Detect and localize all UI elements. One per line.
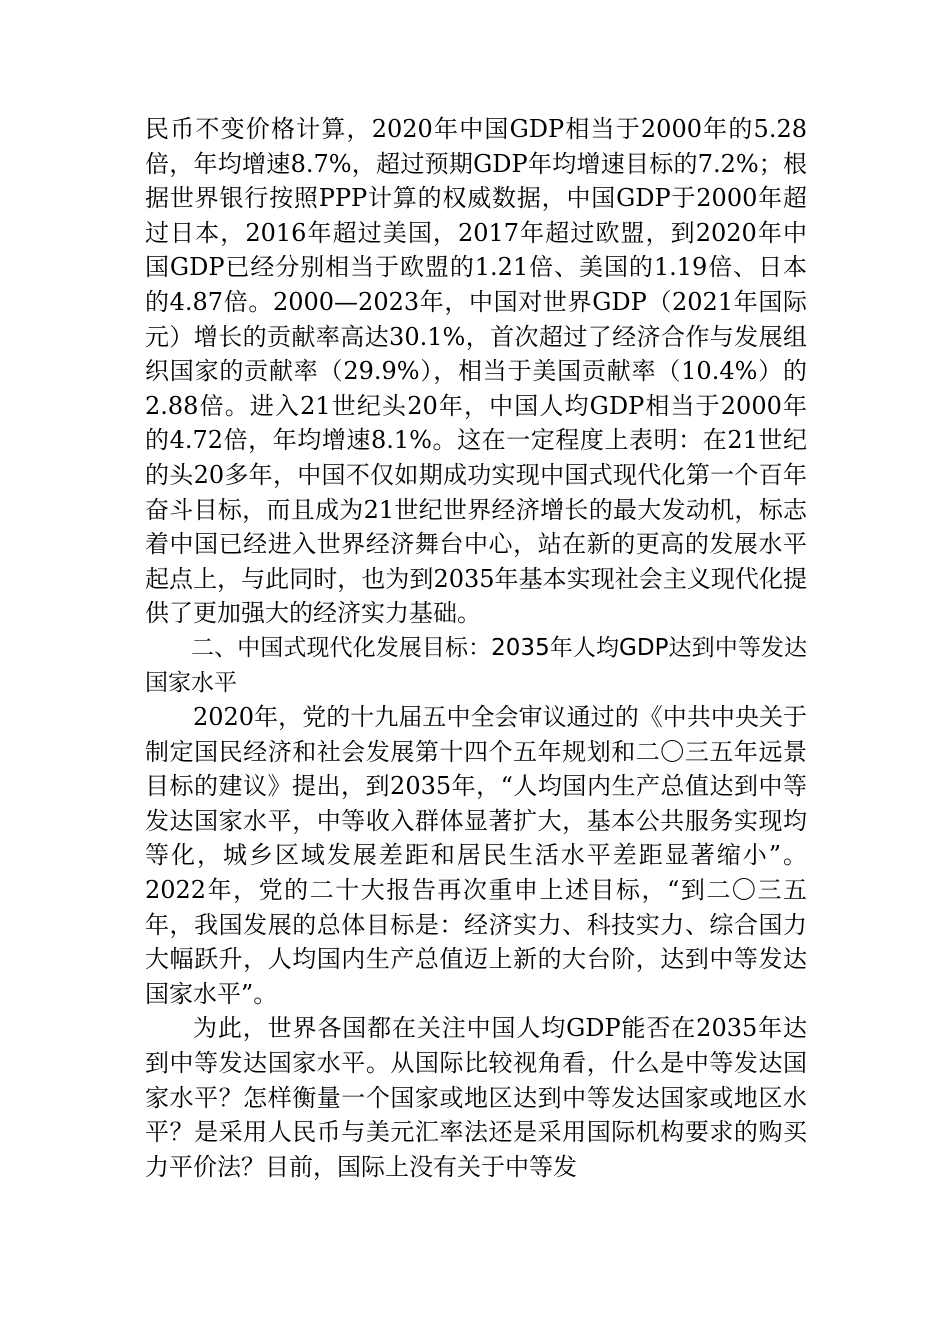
paragraph-2035-targets: 2020年，党的十九届五中全会审议通过的《中共中央关于制定国民经济和社会发展第十四个五年规划和二〇三五年远景目标的建议》提出，到2035年，“人均国内生产总值达到中等发达国家水平，中等收入群体显著扩大，基本公共服务实现均等化，城乡区域发展差距和居民生活水平差距显著缩小”。2022年，党的二十大报告再次重申上述目标，“到二〇三五年，我国发展的总体目标是：经济实力、科技实力、综合国力大幅跃升，人均国内生产总值迈上新的大台阶，达到中等发达国家水平”。: [145, 703, 807, 1008]
section-heading-2035-goal: 二、中国式现代化发展目标：2035年人均GDP达到中等发达国家水平: [145, 634, 807, 696]
document-body: [145, 112, 807, 1184]
paragraph-gdp-growth: 民币不变价格计算，2020年中国GDP相当于2000年的5.28倍，年均增速8.7%，超过预期GDP年均增速目标的7.2%；根据世界银行按照PPP计算的权威数据，中国GDP于2000年超过日本，2016年超过美国，2017年超过欧盟，到2020年中国GDP已经分别相当于欧盟的1.21倍、美国的1.19倍、日本的4.87倍。2000—2023年，中国对世界GDP（2021年国际元）增长的贡献率高达30.1%，首次超过了经济合作与发展组织国家的贡献率（29.9%），相当于美国贡献率（10.4%）的2.88倍。进入21世纪头20年，中国人均GDP相当于2000年的4.72倍，年均增速8.1%。这在一定程度上表明：在21世纪的头20多年，中国不仅如期成功实现中国式现代化第一个百年奋斗目标，而且成为21世纪世界经济增长的最大发动机，标志着中国已经进入世界经济舞台中心，站在新的更高的发展水平起点上，与此同时，也为到2035年基本实现社会主义现代化提供了更加强大的经济实力基础。: [145, 115, 807, 628]
paragraph-international-comparison: 为此，世界各国都在关注中国人均GDP能否在2035年达到中等发达国家水平。从国际比较视角看，什么是中等发达国家水平？怎样衡量一个国家或地区达到中等发达国家或地区水平？是采用人民币与美元汇率法还是采用国际机构要求的购买力平价法？目前，国际上没有关于中等发: [145, 1014, 807, 1181]
